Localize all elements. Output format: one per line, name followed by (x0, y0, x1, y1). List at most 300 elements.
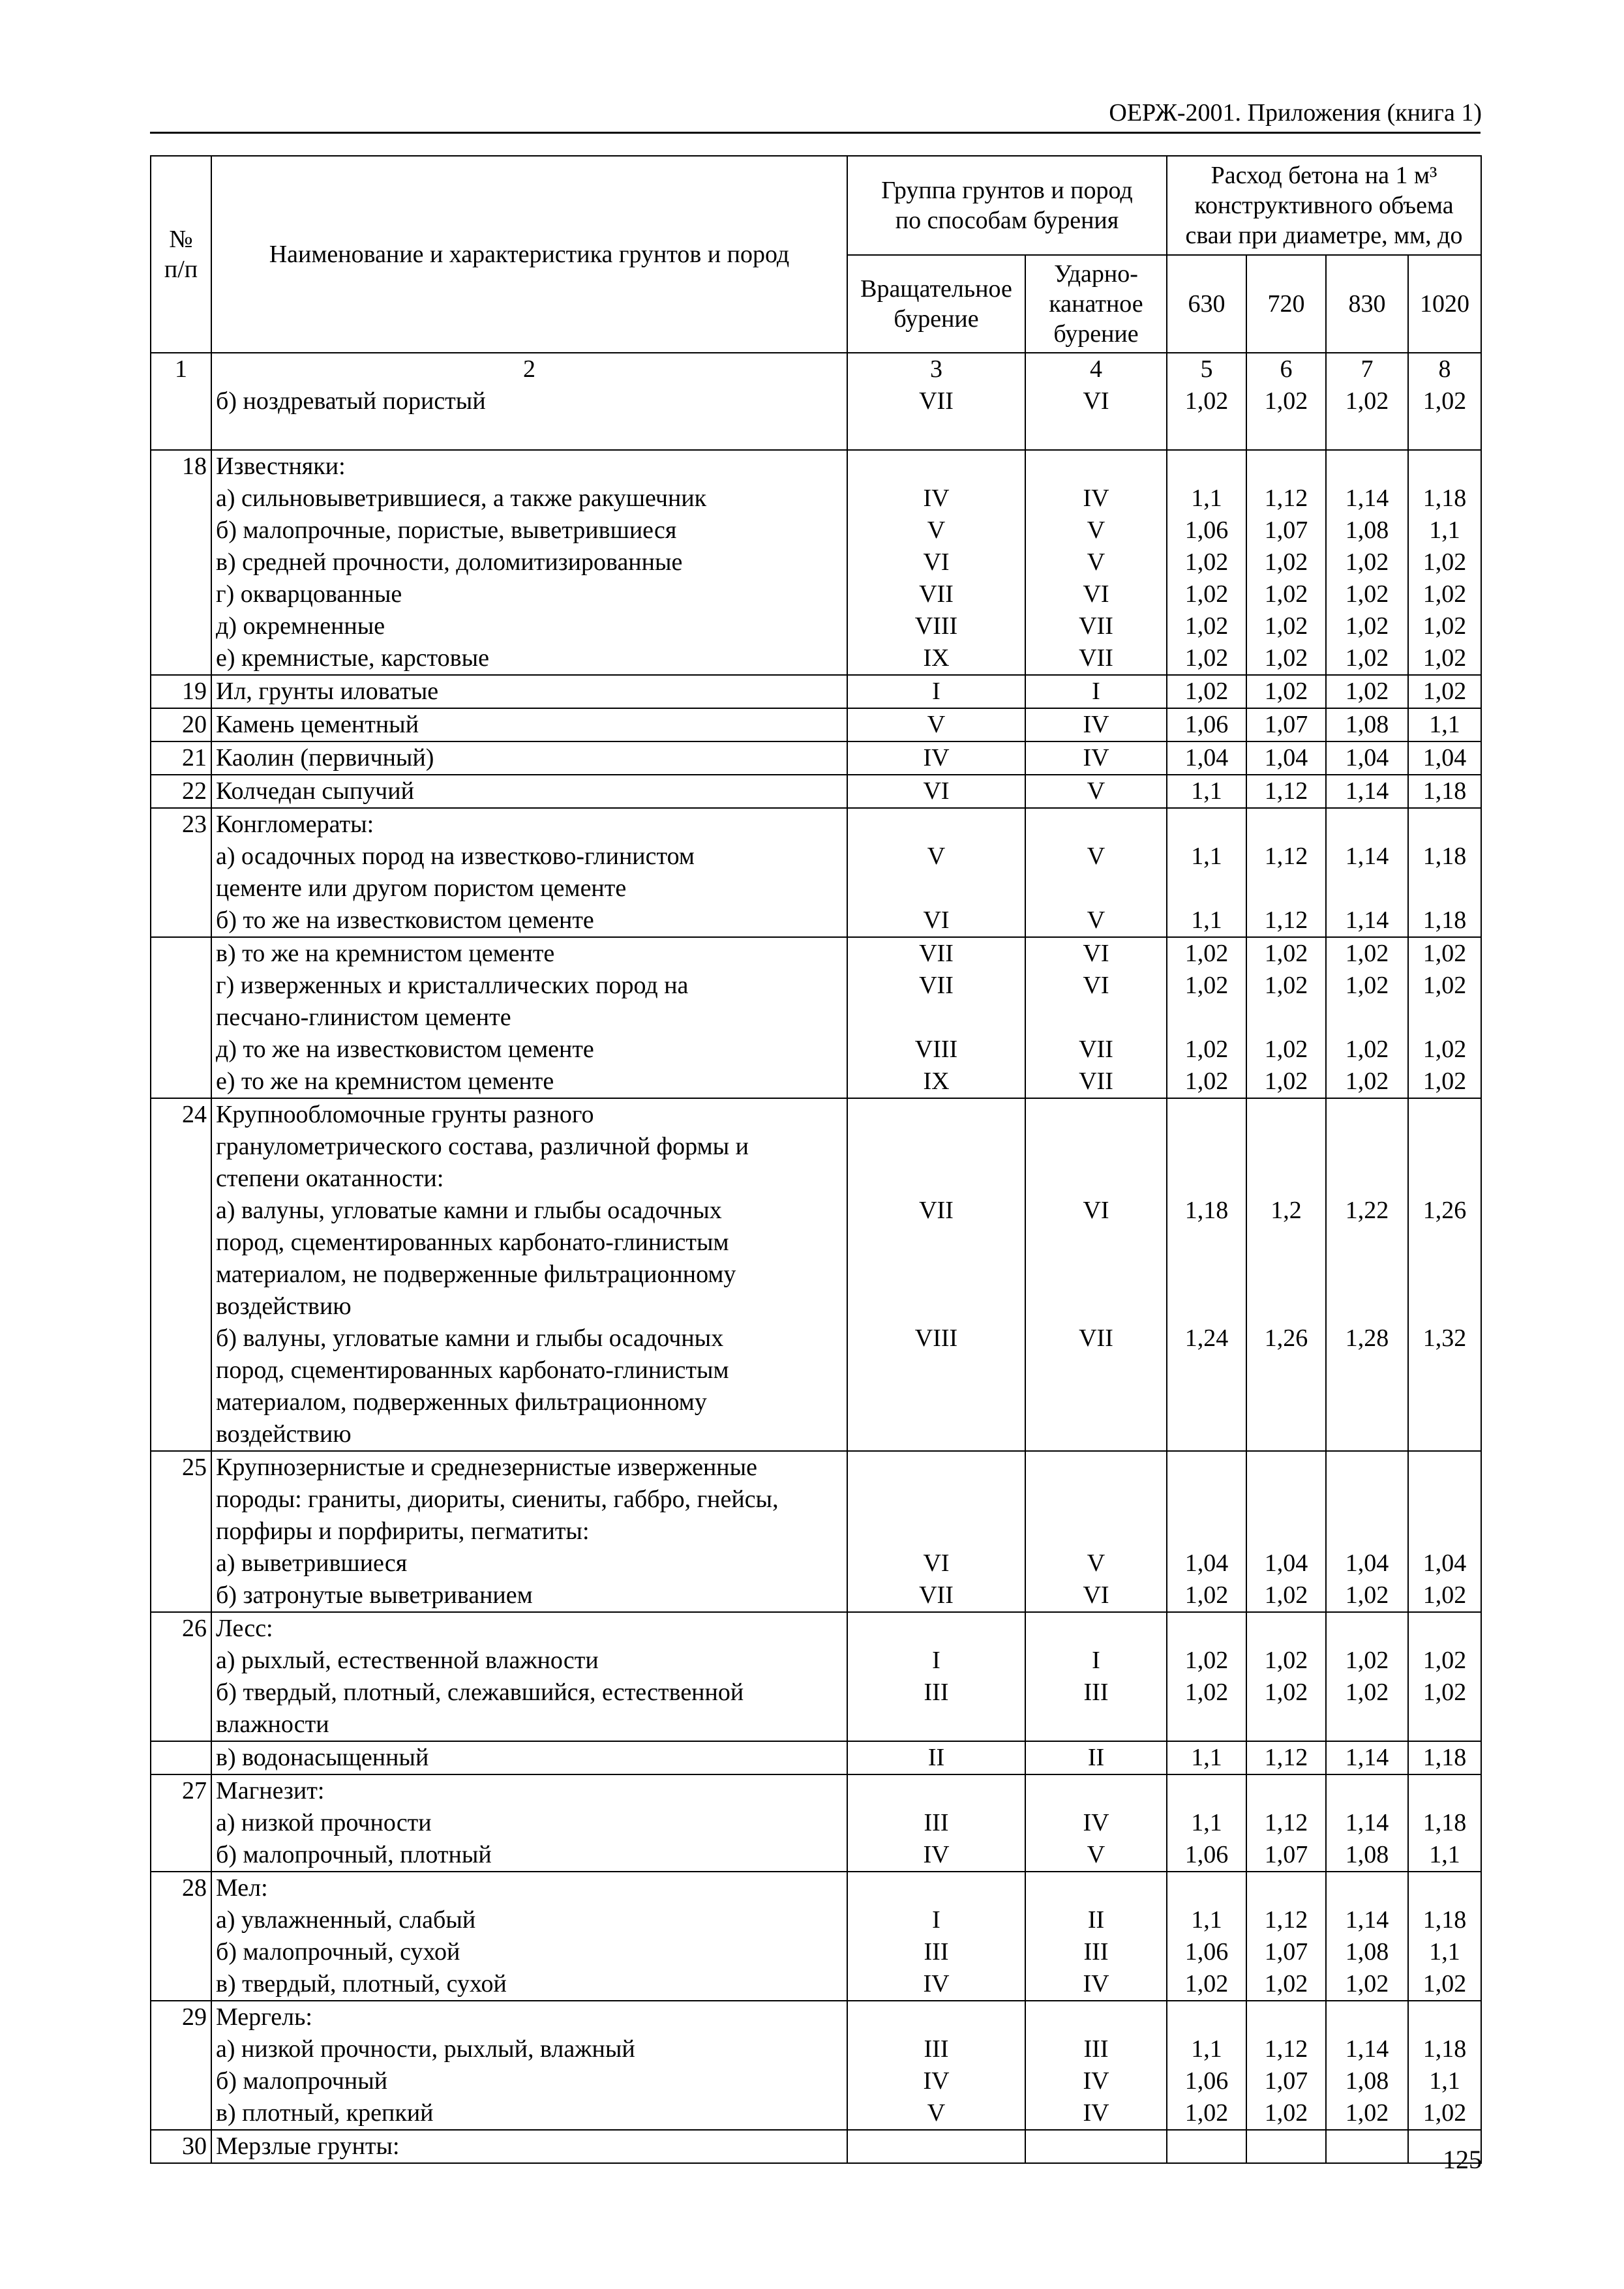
header-diameter-720: 720 (1246, 255, 1326, 353)
row-value-630: 1,1 (1167, 841, 1246, 873)
row-value-720 (1246, 450, 1326, 483)
row-name: а) выветрившиеся (211, 1548, 847, 1579)
row-value-630 (1167, 1418, 1246, 1451)
table-row (151, 1516, 1481, 1548)
row-group-rotary: VII (847, 1579, 1025, 1612)
header-rule (150, 132, 1481, 134)
row-value-830 (1326, 417, 1408, 450)
row-value-830 (1326, 1451, 1408, 1484)
row-value-630 (1167, 1774, 1246, 1807)
row-value-830: 1,02 (1326, 937, 1408, 970)
row-value-830: 1,28 (1326, 1323, 1408, 1354)
table-row (151, 1484, 1481, 1516)
row-value-830 (1326, 2130, 1408, 2163)
row-name: г) окварцованные (211, 578, 847, 610)
table-row (151, 1872, 1481, 1904)
row-value-1020: 1,1 (1408, 1839, 1481, 1872)
row-value-830: 1,08 (1326, 708, 1408, 741)
row-name: б) валуны, угловатые камни и глыбы осадочных (211, 1323, 847, 1354)
row-name: пород, сцементированных карбонато-глинистым (211, 1354, 847, 1386)
row-value-720: 1,02 (1246, 937, 1326, 970)
row-group-rotary: I (847, 1645, 1025, 1677)
row-group-percussion: IV (1025, 2065, 1167, 2097)
row-value-630 (1167, 2130, 1246, 2163)
header-percussion-line-3: бурение (1053, 320, 1139, 348)
row-value-720: 1,02 (1246, 546, 1326, 578)
header-group (847, 156, 1167, 255)
row-value-1020 (1408, 873, 1481, 905)
row-group-percussion: VII (1025, 1066, 1167, 1098)
row-value-1020: 1,02 (1408, 642, 1481, 675)
table-row (151, 1195, 1481, 1227)
row-group-rotary: III (847, 1936, 1025, 1968)
row-value-830 (1326, 1386, 1408, 1418)
row-value-630: 1,02 (1167, 642, 1246, 675)
row-value-830 (1326, 1484, 1408, 1516)
row-value-830: 1,14 (1326, 905, 1408, 937)
table-row (151, 1839, 1481, 1872)
row-name: б) малопрочный (211, 2065, 847, 2097)
table-row (151, 841, 1481, 873)
row-number (151, 1936, 211, 1968)
row-value-720 (1246, 1451, 1326, 1484)
row-group-percussion (1025, 1386, 1167, 1418)
row-group-rotary: IV (847, 483, 1025, 515)
row-value-1020: 1,02 (1408, 2097, 1481, 2130)
row-group-rotary: VI (847, 775, 1025, 808)
row-group-rotary (847, 1484, 1025, 1516)
row-group-rotary: V (847, 2097, 1025, 2130)
table-row (151, 1612, 1481, 1645)
row-value-830 (1326, 1291, 1408, 1323)
row-value-720: 1,02 (1246, 610, 1326, 642)
row-group-percussion (1025, 1098, 1167, 1131)
table-row (151, 2033, 1481, 2065)
row-value-720: 1,02 (1246, 385, 1326, 417)
row-value-630 (1167, 1131, 1246, 1163)
row-value-720: 1,02 (1246, 675, 1326, 708)
row-value-630: 1,24 (1167, 1323, 1246, 1354)
table-row (151, 483, 1481, 515)
row-value-720 (1246, 1227, 1326, 1259)
table-row (151, 675, 1481, 708)
row-group-percussion (1025, 1709, 1167, 1741)
row-group-percussion (1025, 873, 1167, 905)
col-number-7: 7 (1326, 353, 1408, 385)
row-group-percussion (1025, 1163, 1167, 1195)
row-group-percussion: IV (1025, 1807, 1167, 1839)
row-number (151, 970, 211, 1002)
row-value-1020: 1,02 (1408, 1034, 1481, 1066)
row-value-720: 1,2 (1246, 1195, 1326, 1227)
table-row (151, 546, 1481, 578)
row-group-rotary (847, 1098, 1025, 1131)
row-group-rotary (847, 1354, 1025, 1386)
row-value-630 (1167, 1484, 1246, 1516)
row-value-720: 1,04 (1246, 741, 1326, 775)
row-group-percussion (1025, 1131, 1167, 1163)
row-value-1020 (1408, 1131, 1481, 1163)
row-value-830: 1,02 (1326, 385, 1408, 417)
row-value-830: 1,08 (1326, 1936, 1408, 1968)
row-number (151, 1163, 211, 1195)
row-value-720 (1246, 1002, 1326, 1034)
row-value-830 (1326, 1709, 1408, 1741)
row-value-1020: 1,02 (1408, 385, 1481, 417)
row-value-720: 1,12 (1246, 1741, 1326, 1774)
row-name: материалом, не подверженные фильтрационному (211, 1259, 847, 1291)
row-number (151, 1386, 211, 1418)
soil-concrete-table (150, 155, 1482, 2164)
row-number: 28 (151, 1872, 211, 1904)
row-name: гранулометрического состава, различной формы и (211, 1131, 847, 1163)
row-value-630 (1167, 1709, 1246, 1741)
row-name: б) малопрочный, плотный (211, 1839, 847, 1872)
row-number (151, 1227, 211, 1259)
row-value-1020 (1408, 1002, 1481, 1034)
row-value-830: 1,02 (1326, 1066, 1408, 1098)
row-value-720 (1246, 1774, 1326, 1807)
header-name: Наименование и характеристика грунтов и пород (211, 156, 847, 353)
row-number: 30 (151, 2130, 211, 2163)
table-row (151, 1034, 1481, 1066)
row-group-percussion (1025, 1451, 1167, 1484)
row-group-percussion (1025, 808, 1167, 841)
row-number (151, 1968, 211, 2001)
row-number (151, 1548, 211, 1579)
row-value-1020: 1,18 (1408, 1807, 1481, 1839)
row-group-percussion: IV (1025, 1968, 1167, 2001)
row-group-percussion: II (1025, 1741, 1167, 1774)
row-value-630: 1,1 (1167, 905, 1246, 937)
row-number: 24 (151, 1098, 211, 1131)
row-value-830: 1,02 (1326, 1968, 1408, 2001)
row-value-630: 1,04 (1167, 741, 1246, 775)
row-name: б) ноздреватый пористый (211, 385, 847, 417)
row-group-percussion: IV (1025, 741, 1167, 775)
row-value-830: 1,02 (1326, 675, 1408, 708)
row-value-630: 1,02 (1167, 1066, 1246, 1098)
table-row (151, 1677, 1481, 1709)
row-value-720: 1,07 (1246, 1839, 1326, 1872)
row-number: 23 (151, 808, 211, 841)
header-rotary-line-2: бурение (894, 305, 979, 333)
row-number (151, 841, 211, 873)
row-group-percussion (1025, 450, 1167, 483)
table-row (151, 741, 1481, 775)
row-value-720 (1246, 1098, 1326, 1131)
row-value-830 (1326, 2001, 1408, 2033)
table-row (151, 1709, 1481, 1741)
row-number: 25 (151, 1451, 211, 1484)
row-name: в) то же на кремнистом цементе (211, 937, 847, 970)
row-value-1020: 1,02 (1408, 1677, 1481, 1709)
row-name: а) валуны, угловатые камни и глыбы осадочных (211, 1195, 847, 1227)
row-name: а) увлажненный, слабый (211, 1904, 847, 1936)
row-value-830: 1,22 (1326, 1195, 1408, 1227)
row-name: е) то же на кремнистом цементе (211, 1066, 847, 1098)
row-number (151, 1741, 211, 1774)
table-row (151, 1002, 1481, 1034)
row-group-rotary (847, 1002, 1025, 1034)
row-value-630 (1167, 1612, 1246, 1645)
row-value-830: 1,08 (1326, 2065, 1408, 2097)
table-row (151, 1163, 1481, 1195)
row-group-rotary (847, 1386, 1025, 1418)
row-value-1020: 1,1 (1408, 1936, 1481, 1968)
header-group-line-2: по способам бурения (895, 207, 1119, 234)
row-value-720 (1246, 1291, 1326, 1323)
row-number (151, 1645, 211, 1677)
table-row (151, 1645, 1481, 1677)
row-group-percussion: III (1025, 2033, 1167, 2065)
row-number (151, 873, 211, 905)
row-group-rotary: IX (847, 1066, 1025, 1098)
row-value-720 (1246, 1354, 1326, 1386)
table-row (151, 450, 1481, 483)
table-row (151, 1741, 1481, 1774)
row-value-630: 1,02 (1167, 546, 1246, 578)
row-value-630: 1,02 (1167, 610, 1246, 642)
row-value-1020 (1408, 808, 1481, 841)
row-value-830 (1326, 1418, 1408, 1451)
row-value-720: 1,02 (1246, 1677, 1326, 1709)
row-value-830: 1,14 (1326, 483, 1408, 515)
row-value-630: 1,1 (1167, 2033, 1246, 2065)
row-value-720 (1246, 1612, 1326, 1645)
row-value-720: 1,07 (1246, 515, 1326, 546)
row-value-630: 1,02 (1167, 578, 1246, 610)
row-value-720: 1,02 (1246, 1034, 1326, 1066)
row-value-720: 1,12 (1246, 1807, 1326, 1839)
row-value-1020: 1,02 (1408, 937, 1481, 970)
table-row (151, 1968, 1481, 2001)
header-percussion-line-2: канатное (1049, 290, 1143, 318)
row-group-rotary (847, 1872, 1025, 1904)
row-value-1020 (1408, 1386, 1481, 1418)
row-group-rotary: I (847, 675, 1025, 708)
table-row (151, 1904, 1481, 1936)
row-value-720: 1,02 (1246, 1645, 1326, 1677)
header-percussion-line-1: Ударно- (1054, 260, 1138, 288)
table-row (151, 1579, 1481, 1612)
row-group-rotary: III (847, 2033, 1025, 2065)
row-group-rotary (847, 1774, 1025, 1807)
header-consumption-line-3: сваи при диаметре, мм, до (1185, 222, 1463, 249)
header-num-line-2: п/п (164, 256, 198, 283)
row-value-830: 1,02 (1326, 1645, 1408, 1677)
row-value-630 (1167, 1227, 1246, 1259)
row-value-1020 (1408, 417, 1481, 450)
row-number (151, 1839, 211, 1872)
row-value-720: 1,02 (1246, 642, 1326, 675)
row-number (151, 385, 211, 417)
col-number-6: 6 (1246, 353, 1326, 385)
row-value-830: 1,02 (1326, 546, 1408, 578)
row-value-630: 1,02 (1167, 2097, 1246, 2130)
row-number (151, 2065, 211, 2097)
row-value-630: 1,1 (1167, 483, 1246, 515)
row-value-830: 1,14 (1326, 1807, 1408, 1839)
table-row (151, 937, 1481, 970)
row-group-rotary: V (847, 515, 1025, 546)
header-group-line-1: Группа грунтов и пород (881, 177, 1133, 204)
table-row (151, 1418, 1481, 1451)
row-value-830 (1326, 1774, 1408, 1807)
page-number: 125 (1443, 2145, 1482, 2174)
table-row (151, 642, 1481, 675)
row-group-percussion: I (1025, 675, 1167, 708)
row-value-630: 1,02 (1167, 675, 1246, 708)
row-group-rotary: VII (847, 1195, 1025, 1227)
row-value-630: 1,02 (1167, 1968, 1246, 2001)
row-value-720: 1,07 (1246, 1936, 1326, 1968)
row-name: порфиры и порфириты, пегматиты: (211, 1516, 847, 1548)
row-name: в) твердый, плотный, сухой (211, 1968, 847, 2001)
row-value-830: 1,04 (1326, 741, 1408, 775)
row-value-830: 1,02 (1326, 578, 1408, 610)
table-row (151, 1807, 1481, 1839)
row-group-rotary: VII (847, 385, 1025, 417)
row-group-percussion: V (1025, 1548, 1167, 1579)
row-value-1020: 1,1 (1408, 515, 1481, 546)
col-number-3: 3 (847, 353, 1025, 385)
row-name: Известняки: (211, 450, 847, 483)
row-value-630 (1167, 1163, 1246, 1195)
row-value-630: 1,02 (1167, 1645, 1246, 1677)
row-group-percussion (1025, 2130, 1167, 2163)
col-number-5: 5 (1167, 353, 1246, 385)
row-number: 19 (151, 675, 211, 708)
row-group-percussion: V (1025, 1839, 1167, 1872)
row-value-1020: 1,02 (1408, 610, 1481, 642)
row-group-rotary (847, 450, 1025, 483)
header-consumption (1167, 156, 1481, 255)
row-name: Мерзлые грунты: (211, 2130, 847, 2163)
row-value-1020: 1,02 (1408, 675, 1481, 708)
header-num (151, 156, 211, 353)
row-value-630: 1,06 (1167, 708, 1246, 741)
row-name: а) сильновыветрившиеся, а также ракушечник (211, 483, 847, 515)
row-group-rotary (847, 1227, 1025, 1259)
row-group-rotary: V (847, 708, 1025, 741)
row-value-720 (1246, 1386, 1326, 1418)
row-value-630: 1,1 (1167, 1904, 1246, 1936)
row-value-1020: 1,32 (1408, 1323, 1481, 1354)
row-value-630: 1,06 (1167, 515, 1246, 546)
row-value-720: 1,12 (1246, 841, 1326, 873)
header-rotary (847, 255, 1025, 353)
row-value-720: 1,12 (1246, 1904, 1326, 1936)
row-name: породы: граниты, диориты, сиениты, габбро, гнейсы, (211, 1484, 847, 1516)
row-value-1020: 1,18 (1408, 2033, 1481, 2065)
row-value-720: 1,12 (1246, 905, 1326, 937)
row-value-1020: 1,18 (1408, 841, 1481, 873)
row-value-630: 1,02 (1167, 1579, 1246, 1612)
row-number (151, 1904, 211, 1936)
row-name: песчано-глинистом цементе (211, 1002, 847, 1034)
row-group-percussion (1025, 1612, 1167, 1645)
row-number (151, 1807, 211, 1839)
row-value-830: 1,14 (1326, 1904, 1408, 1936)
row-value-1020: 1,18 (1408, 775, 1481, 808)
row-value-1020 (1408, 1774, 1481, 1807)
row-group-rotary: VI (847, 546, 1025, 578)
row-group-percussion: V (1025, 775, 1167, 808)
row-value-1020: 1,02 (1408, 1066, 1481, 1098)
row-value-830 (1326, 1002, 1408, 1034)
row-value-630 (1167, 1098, 1246, 1131)
row-name: Крупнозернистые и среднезернистые изверженные (211, 1451, 847, 1484)
row-value-630 (1167, 2001, 1246, 2033)
row-value-630: 1,06 (1167, 1839, 1246, 1872)
row-number (151, 937, 211, 970)
row-value-630 (1167, 1002, 1246, 1034)
row-value-830 (1326, 1227, 1408, 1259)
row-name: влажности (211, 1709, 847, 1741)
row-value-630 (1167, 873, 1246, 905)
row-group-percussion: IV (1025, 483, 1167, 515)
row-value-1020 (1408, 1291, 1481, 1323)
row-value-1020: 1,18 (1408, 1741, 1481, 1774)
row-name: Ил, грунты иловатые (211, 675, 847, 708)
row-value-720: 1,02 (1246, 578, 1326, 610)
row-value-1020 (1408, 450, 1481, 483)
row-group-rotary (847, 1516, 1025, 1548)
row-group-rotary (847, 1612, 1025, 1645)
row-name: пород, сцементированных карбонато-глинистым (211, 1227, 847, 1259)
row-value-720: 1,02 (1246, 970, 1326, 1002)
table-row (151, 1936, 1481, 1968)
row-group-percussion: VI (1025, 970, 1167, 1002)
row-number (151, 1131, 211, 1163)
row-value-630: 1,02 (1167, 1677, 1246, 1709)
row-group-rotary: IV (847, 2065, 1025, 2097)
row-value-630 (1167, 417, 1246, 450)
row-value-720 (1246, 1418, 1326, 1451)
row-group-percussion: VI (1025, 385, 1167, 417)
row-name: г) изверженных и кристаллических пород на (211, 970, 847, 1002)
header-consumption-line-2: конструктивного объема (1194, 192, 1454, 219)
row-group-percussion (1025, 1227, 1167, 1259)
table-row (151, 610, 1481, 642)
row-group-percussion: III (1025, 1936, 1167, 1968)
row-group-rotary (847, 1451, 1025, 1484)
row-value-630 (1167, 1872, 1246, 1904)
row-value-830: 1,02 (1326, 970, 1408, 1002)
row-value-630: 1,04 (1167, 1548, 1246, 1579)
table-row (151, 515, 1481, 546)
row-number: 26 (151, 1612, 211, 1645)
row-value-630: 1,18 (1167, 1195, 1246, 1227)
row-group-percussion (1025, 1516, 1167, 1548)
row-group-percussion (1025, 1484, 1167, 1516)
row-value-630: 1,02 (1167, 937, 1246, 970)
row-name: б) малопрочные, пористые, выветрившиеся (211, 515, 847, 546)
row-number (151, 578, 211, 610)
row-value-720: 1,02 (1246, 1066, 1326, 1098)
row-value-1020 (1408, 1418, 1481, 1451)
row-value-830: 1,02 (1326, 2097, 1408, 2130)
row-number (151, 1516, 211, 1548)
row-group-percussion: IV (1025, 708, 1167, 741)
row-value-720: 1,04 (1246, 1548, 1326, 1579)
row-name: а) рыхлый, естественной влажности (211, 1645, 847, 1677)
row-group-percussion: V (1025, 515, 1167, 546)
row-number: 27 (151, 1774, 211, 1807)
row-value-630 (1167, 808, 1246, 841)
row-name: д) окремненные (211, 610, 847, 642)
